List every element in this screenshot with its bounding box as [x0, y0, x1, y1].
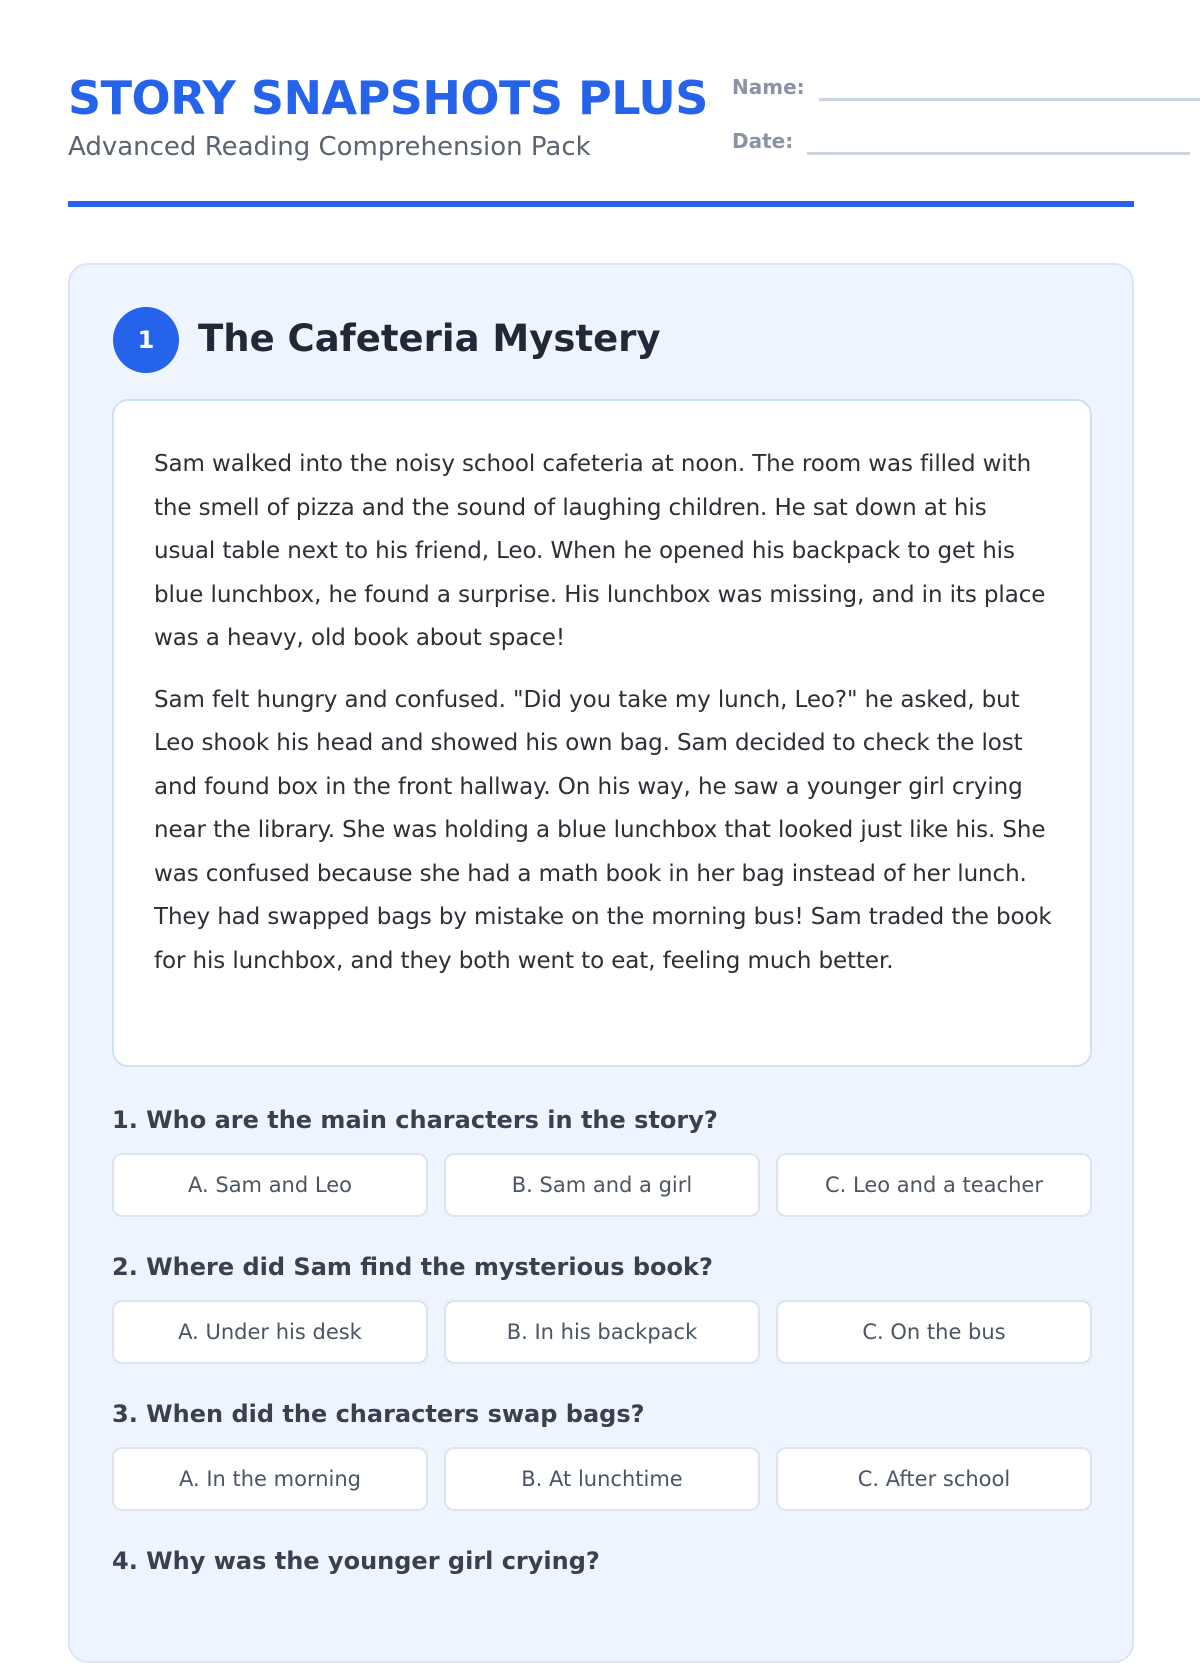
date-line[interactable] — [807, 152, 1190, 155]
story-title: The Cafeteria Mystery — [198, 317, 661, 360]
date-label: Date: — [732, 129, 794, 153]
question-text: 1. Who are the main characters in the story? — [112, 1106, 718, 1134]
question-3 — [112, 1397, 1092, 1511]
question-4 — [112, 1544, 1092, 1578]
passage-paragraph: Sam walked into the noisy school cafeteria at noon. The room was filled with the smell of pizza and the sound of laughing children. He sat down at his usual table next to his friend, Leo. When he opened his backpack to get his blue lunchbox, he found a surprise. His lunchbox was missing, and in its place was a heavy, old book about space! — [154, 451, 1046, 651]
date-field[interactable] — [732, 128, 1190, 155]
question-text: 3. When did the characters swap bags? — [112, 1400, 645, 1428]
name-label: Name: — [732, 75, 805, 99]
worksheet-subtitle: Advanced Reading Comprehension Pack — [68, 132, 591, 162]
name-field[interactable] — [732, 74, 1200, 101]
worksheet-title: STORY SNAPSHOTS PLUS — [68, 71, 708, 125]
answer-option-a[interactable]: A. Under his desk — [112, 1300, 428, 1364]
question-1 — [112, 1103, 1092, 1217]
story-number-badge: 1 — [113, 307, 179, 373]
story-card — [68, 263, 1134, 1663]
answer-option-b[interactable]: B. In his backpack — [444, 1300, 760, 1364]
answer-option-c[interactable]: C. Leo and a teacher — [776, 1153, 1092, 1217]
answer-options — [112, 1447, 1092, 1511]
answer-options — [112, 1153, 1092, 1217]
answer-option-b[interactable]: B. At lunchtime — [444, 1447, 760, 1511]
header-divider — [68, 201, 1134, 207]
answer-option-b[interactable]: B. Sam and a girl — [444, 1153, 760, 1217]
question-text: 2. Where did Sam find the mysterious book? — [112, 1253, 713, 1281]
answer-option-c[interactable]: C. On the bus — [776, 1300, 1092, 1364]
answer-options — [112, 1300, 1092, 1364]
answer-option-a[interactable]: A. Sam and Leo — [112, 1153, 428, 1217]
worksheet-header — [68, 66, 1134, 206]
answer-option-a[interactable]: A. In the morning — [112, 1447, 428, 1511]
name-line[interactable] — [819, 98, 1200, 101]
question-2 — [112, 1250, 1092, 1364]
passage-paragraph: Sam felt hungry and confused. "Did you take my lunch, Leo?" he asked, but Leo shook his head and showed his own bag. Sam decided to check the lost and found box in the front hallway. On his way, he saw a younger girl crying near the library. She was holding a blue lunchbox that looked just like his. She was confused because she had a math book in her bag instead of her lunch. They had swapped bags by mistake on the morning bus! Sam traded the book for his lunchbox, and they both went to eat, feeling much better. — [154, 686, 1052, 974]
story-passage — [112, 399, 1092, 1067]
answer-option-c[interactable]: C. After school — [776, 1447, 1092, 1511]
question-text: 4. Why was the younger girl crying? — [112, 1547, 600, 1575]
